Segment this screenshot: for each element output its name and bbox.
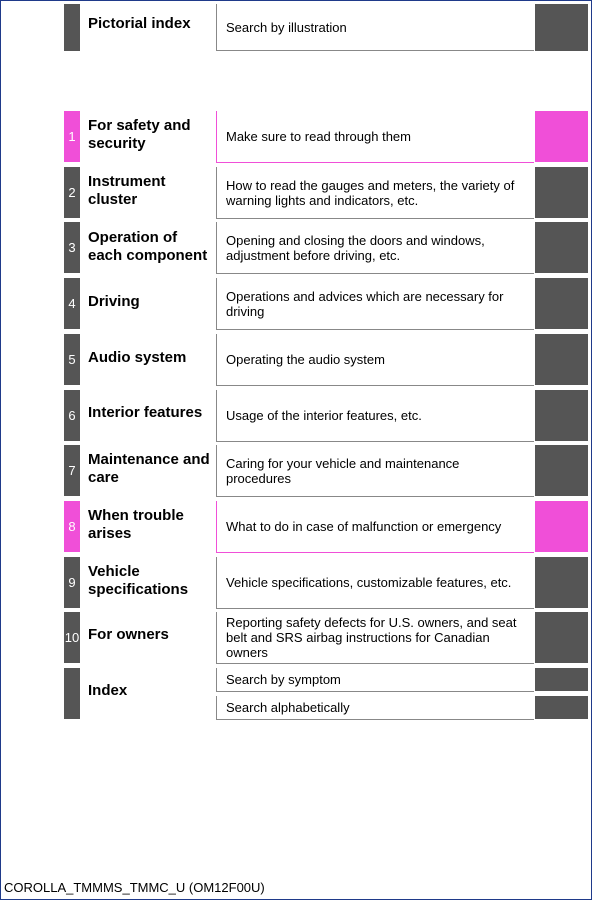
chapter-title[interactable]: Vehicle specifications: [88, 563, 189, 598]
pictorial-index-tab[interactable]: [535, 4, 588, 51]
chapter-tab[interactable]: [535, 222, 588, 273]
chapter-number: 1: [64, 111, 80, 162]
chapter-description[interactable]: Caring for your vehicle and maintenance procedures: [216, 445, 534, 497]
chapter-tab[interactable]: [535, 445, 588, 496]
chapter-description[interactable]: What to do in case of malfunction or emergency: [216, 501, 534, 553]
chapter-number: 4: [64, 278, 80, 329]
index-tab-left: [64, 668, 80, 719]
chapter-tab[interactable]: [535, 612, 588, 663]
chapter-number: 2: [64, 167, 80, 218]
chapter-tab[interactable]: [535, 167, 588, 218]
chapter-number: 5: [64, 334, 80, 385]
index-alphabetical-tab[interactable]: [535, 696, 588, 719]
chapter-title[interactable]: Maintenance and care: [88, 451, 210, 486]
chapter-number: 9: [64, 557, 80, 608]
chapter-title[interactable]: When trouble arises: [88, 507, 184, 542]
index-symptom-tab[interactable]: [535, 668, 588, 691]
index-item-symptom[interactable]: Search by symptom: [216, 668, 534, 692]
index-item-alphabetical[interactable]: Search alphabetically: [216, 696, 534, 720]
chapter-title[interactable]: Audio system: [88, 349, 187, 366]
chapter-tab[interactable]: [535, 390, 588, 441]
chapter-title[interactable]: Driving: [88, 293, 140, 310]
chapter-number: 6: [64, 390, 80, 441]
chapter-number: 7: [64, 445, 80, 496]
chapter-title[interactable]: For owners: [88, 626, 169, 643]
index-title[interactable]: Index: [88, 681, 128, 699]
pictorial-index-title[interactable]: Pictorial index: [88, 15, 191, 32]
chapter-description[interactable]: Operating the audio system: [216, 334, 534, 386]
chapter-number: 8: [64, 501, 80, 552]
chapter-tab[interactable]: [535, 501, 588, 552]
chapter-title[interactable]: Instrument cluster: [88, 173, 166, 208]
pictorial-index-tab-left: [64, 4, 80, 51]
chapter-tab[interactable]: [535, 557, 588, 608]
chapter-tab[interactable]: [535, 334, 588, 385]
chapter-title[interactable]: Interior features: [88, 404, 203, 421]
chapter-description[interactable]: Operations and advices which are necessary for driving: [216, 278, 534, 330]
chapter-tab[interactable]: [535, 111, 588, 162]
chapter-tab[interactable]: [535, 278, 588, 329]
chapter-description[interactable]: How to read the gauges and meters, the variety of warning lights and indicators, etc.: [216, 167, 534, 219]
chapter-description[interactable]: Make sure to read through them: [216, 111, 534, 163]
document-code: COROLLA_TMMMS_TMMC_U (OM12F00U): [4, 880, 265, 895]
chapter-description[interactable]: Reporting safety defects for U.S. owners, and seat belt and SRS airbag instructions for Canadian owners: [216, 612, 534, 664]
pictorial-index-description[interactable]: Search by illustration: [216, 4, 534, 51]
chapter-title[interactable]: For safety and security: [88, 117, 191, 152]
chapter-description[interactable]: Usage of the interior features, etc.: [216, 390, 534, 442]
chapter-description[interactable]: Opening and closing the doors and windows, adjustment before driving, etc.: [216, 222, 534, 274]
chapter-number: 3: [64, 222, 80, 273]
chapter-description[interactable]: Vehicle specifications, customizable features, etc.: [216, 557, 534, 609]
chapter-number: 10: [64, 612, 80, 663]
chapter-title[interactable]: Operation of each component: [88, 229, 208, 264]
